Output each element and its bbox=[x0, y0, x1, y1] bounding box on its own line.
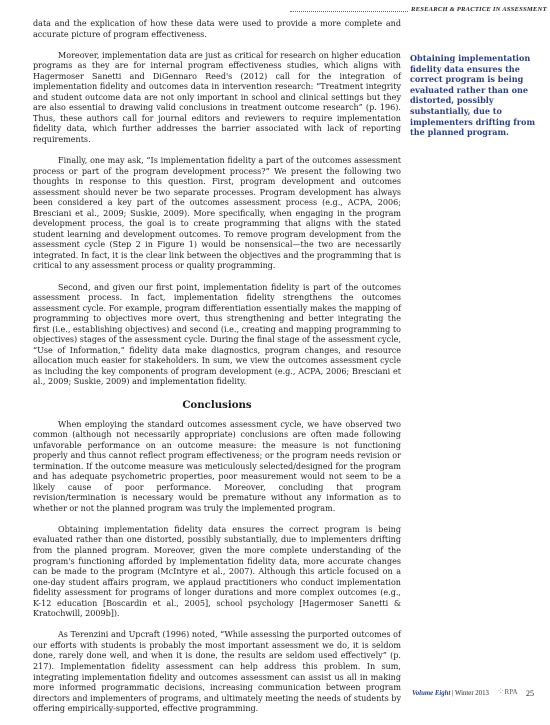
footer-issue bbox=[412, 690, 489, 697]
paragraph: When employing the standard outcomes assessment cycle, we have observed two common (although not necessarily appropriate) conclusions are often made following unfavorable performance on an outcome measure: the measure is not functioning properly and thus cannot reflect program effectiveness; or the program needs revision or termination. If the outcome measure was meticulously selected/designed for the program and has adequate psychometric properties, poor measurement would not seem to be a likely cause of poor performance. Moreover, concluding that program revision/termination is necessary would be premature without any information as to whether or not the planned program was truly the implemented program. bbox=[33, 419, 401, 513]
article-body bbox=[33, 19, 401, 725]
pull-quote: Obtaining implementation fidelity data ensures the correct program is being evaluated rather than one distorted, possibly substantially, due to implementers drifting from the planned program. bbox=[410, 53, 536, 138]
issue-label: | Winter 2013 bbox=[450, 690, 489, 697]
volume-label: Volume Eight bbox=[412, 690, 451, 697]
logo-text: RPA bbox=[504, 688, 518, 696]
paragraph: data and the explication of how these data were used to provide a more complete and accurate picture of program effectiveness. bbox=[33, 19, 401, 39]
paragraph: As Terenzini and Upcraft (1996) noted, “While assessing the purported outcomes of our efforts with students is probably the most important assessment we do, it is seldom done, rarely done well, and when it is done, the results are seldom used effectively” (p. 217). Implementation fidelity assessment can help address this problem. In sum, integrating implementation fidelity and outcomes assessment can assist us all in making more informed programmatic decisions, increasing communication between program directors and implementers of programs, and ultimately meeting the needs of students by offering empirically-supported, effective programming. bbox=[33, 630, 401, 714]
section-heading: Conclusions bbox=[182, 398, 252, 411]
page-number: 25 bbox=[526, 689, 534, 698]
paragraph: Second, and given our first point, implementation fidelity is part of the outcomes assessment process. In fact, implementation fidelity strengthens the outcomes assessment cycle. For example, program differentiation essentially makes the mapping of programming to objectives more overt, thus strengthening and better integrating the first (i.e., establishing objectives) and second (i.e., creating and mapping programming to objectives) stages of the assessment cycle. During the final stage of the assessment cycle, “Use of Information,” fidelity data make diagnostics, program changes, and resource allocation much easier for stakeholders. In sum, we view the outcomes assessment cycle as including the key components of program development (e.g., ACPA, 2006; Bresciani et al., 2009; Suskie, 2009) and implementation fidelity. bbox=[33, 282, 401, 387]
journal-header: RESEARCH & PRACTICE IN ASSESSMENT bbox=[411, 6, 547, 13]
logo-dots-icon: ⁘ bbox=[497, 686, 505, 696]
header-rule bbox=[290, 11, 408, 12]
paragraph: Obtaining implementation fidelity data ensures the correct program is being evaluated rather than one distorted, possibly substantially, due to implementers drifting from the planned program. Moreover, given the more complete understanding of the program's functioning afforded by implementation fidelity data, more accurate changes can be made to the program (McIntyre et al., 2007). Although this article focused on a one-day student affairs program, we applaud practitioners who conduct implementation fidelity assessment for programs of longer durations and more complex outcomes (e.g., K-12 education [Boscardin et al., 2005], school psychology [Hagermoser Sanetti & Kratochwill, 2009b]). bbox=[33, 524, 401, 619]
rpa-logo bbox=[497, 686, 518, 697]
paragraph: Moreover, implementation data are just as critical for research on higher education programs as they are for internal program effectiveness studies, which aligns with Hagermoser Sanetti and DiGennaro Reed's (2012) call for the integration of implementation fidelity and outcomes data in intervention research: “Treatment integrity and student outcome data are not only important in school and clinical settings but they are also essential to drawing valid conclusions in treatment outcome research” (p. 196). Thus, these authors call for journal editors and reviewers to require implementation fidelity data, which further addresses the barrier associated with lack of reporting requirements. bbox=[33, 50, 401, 144]
paragraph: Finally, one may ask, “Is implementation fidelity a part of the outcomes assessment process or part of the program development process?” We present the following two thoughts in response to this question. First, program development and outcomes assessment should never be two separate processes. Program development has always been considered a key part of the outcomes assessment process (e.g., ACPA, 2006; Bresciani et al., 2009; Suskie, 2009). More specifically, when engaging in the program development process, the goal is to create programming that aligns with the stated student learning and development outcomes. To remove program development from the assessment cycle (Step 2 in Figure 1) would be nonsensical—the two are necessarily integrated. In fact, it is the clear link between the objectives and the programming that is critical to any assessment process or quality programming. bbox=[33, 156, 401, 271]
